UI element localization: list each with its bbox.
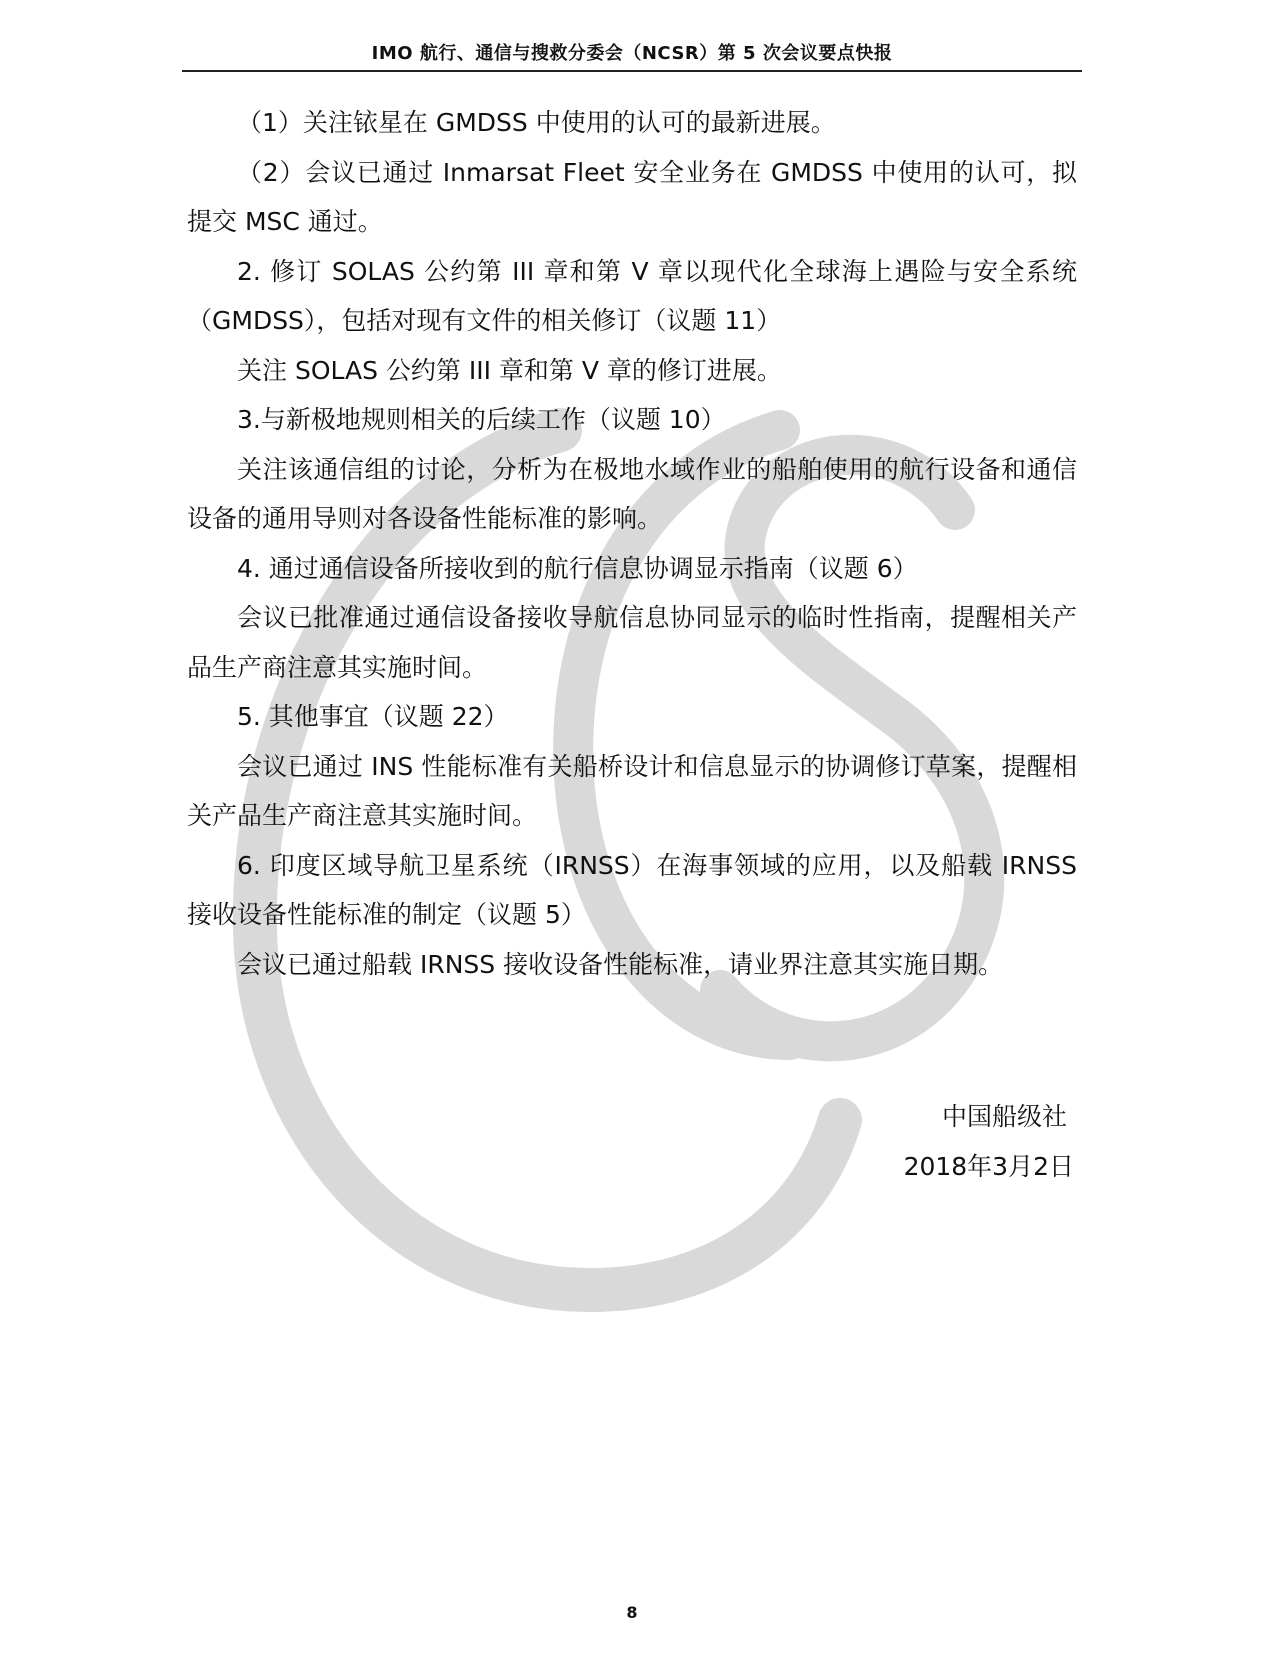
paragraph: 会议已通过 INS 性能标准有关船桥设计和信息显示的协调修订草案，提醒相关产品生产商注意其实施时间。 [187, 751, 1077, 830]
paragraph: 关注 SOLAS 公约第 III 章和第 V 章的修订进展。 [237, 355, 782, 385]
paragraph: 会议已通过船载 IRNSS 接收设备性能标准，请业界注意其实施日期。 [237, 949, 1004, 979]
section-heading: 4. 通过通信设备所接收到的航行信息协调显示指南（议题 6） [237, 553, 918, 583]
page-number: 8 [626, 1603, 638, 1622]
section-heading: 3.与新极地规则相关的后续工作（议题 10） [237, 405, 726, 434]
paragraph: （1）关注铱星在 GMDSS 中使用的认可的最新进展。 [237, 108, 836, 137]
section-heading: 5. 其他事宜（议题 22） [237, 702, 509, 731]
signature-date: 2018年3月2日 [903, 1152, 1074, 1181]
signature-organization: 中国船级社 [941, 1102, 1067, 1131]
paragraph: 关注该通信组的讨论，分析为在极地水域作业的船舶使用的航行设备和通信设备的通用导则对各设备性能标准的影响。 [187, 454, 1077, 533]
section-heading: 2. 修订 SOLAS 公约第 III 章和第 V 章以现代化全球海上遇险与安全系统（GMDSS），包括对现有文件的相关修订（议题 11） [187, 256, 1077, 335]
paragraph: （2）会议已通过 Inmarsat Fleet 安全业务在 GMDSS 中使用的认可，拟提交 MSC 通过。 [187, 157, 1077, 236]
section-heading: 6. 印度区域导航卫星系统（IRNSS）在海事领域的应用，以及船载 IRNSS 接收设备性能标准的制定（议题 5） [187, 850, 1077, 929]
paragraph: 会议已批准通过通信设备接收导航信息协同显示的临时性指南，提醒相关产品生产商注意其实施时间。 [187, 603, 1077, 682]
document-header: IMO 航行、通信与搜救分委会（NCSR）第 5 次会议要点快报 [182, 38, 1082, 72]
document-body [187, 98, 1077, 989]
